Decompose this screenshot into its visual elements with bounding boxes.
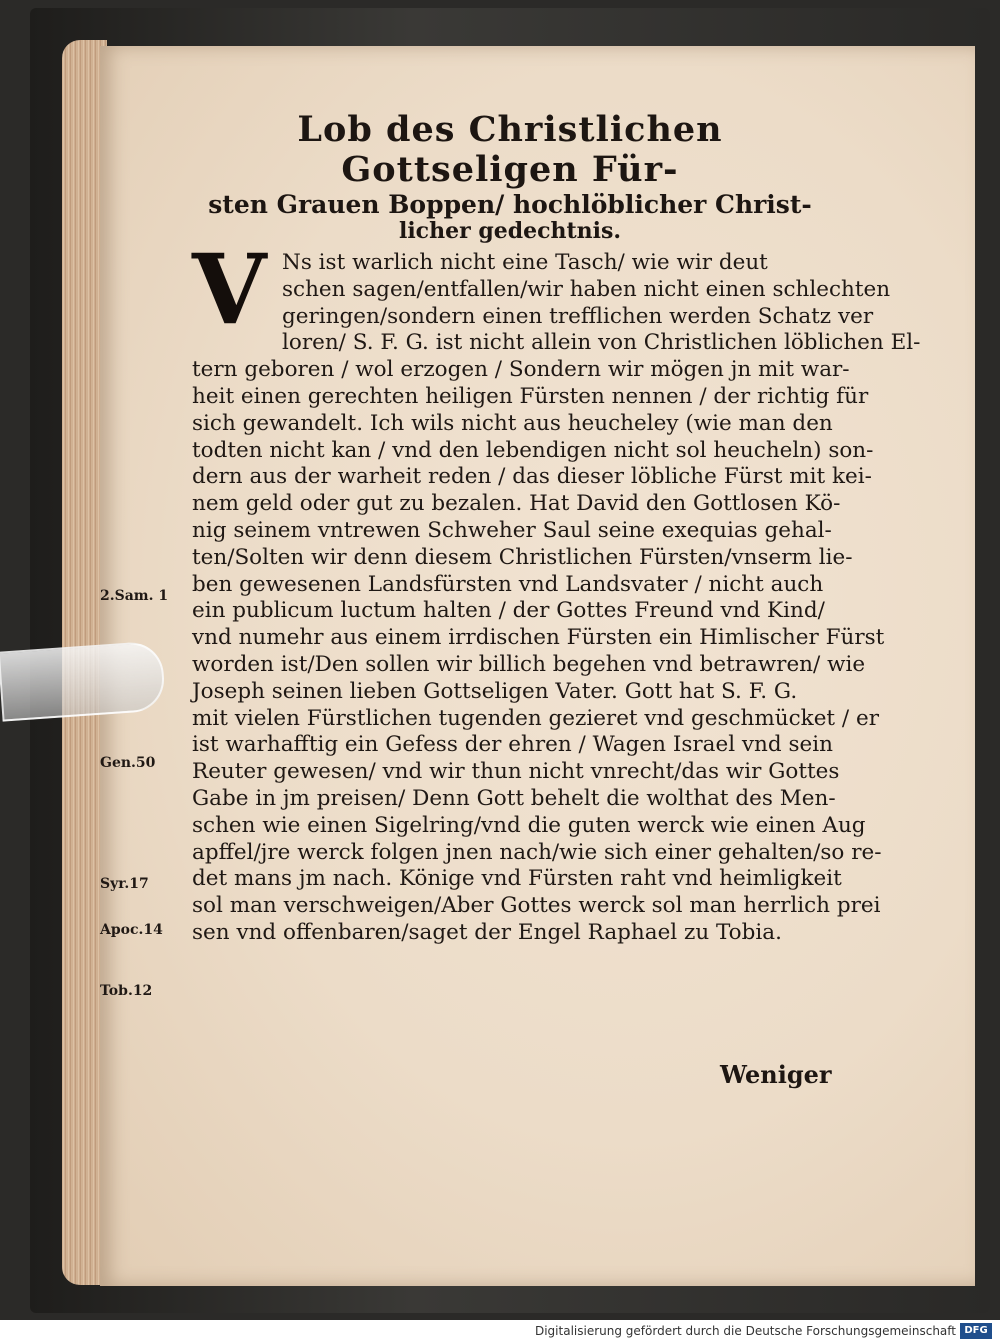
catchword: Weniger xyxy=(720,1060,832,1089)
body-line: sen vnd offenbaren/saget der Engel Raphael zu Tobia. xyxy=(192,919,782,945)
page-title xyxy=(190,110,830,245)
body-line: Gabe in jm preisen/ Denn Gott behelt die wolthat des Men- xyxy=(192,785,836,811)
body-line: Reuter gewesen/ vnd wir thun nicht vnrecht/das wir Gottes xyxy=(192,759,840,785)
body-line: ein publicum luctum halten / der Gottes Freund vnd Kind/ xyxy=(192,598,825,624)
body-line: ten/Solten wir denn diesem Christlichen Fürsten/vnserm lie- xyxy=(192,544,853,570)
body-line: ben gewesenen Landsfürsten vnd Landsvater / nicht auch xyxy=(192,571,824,597)
body-line: nig seinem vntrewen Schweher Saul seine exequias gehal- xyxy=(192,517,832,543)
body-line: Ns ist warlich nicht eine Tasch/ wie wir deut xyxy=(282,250,768,275)
body-line: ist warhafftig ein Gefess der ehren / Wagen Israel vnd sein xyxy=(192,732,833,758)
margin-note-samuel: 2.Sam. 1 xyxy=(100,588,169,604)
body-line: heit einen gerechten heiligen Fürsten nennen / der richtig für xyxy=(192,383,869,409)
body-line: tern geboren / wol erzogen / Sondern wir mögen jn mit war- xyxy=(192,357,850,383)
title-line-2: sten Grauen Boppen/ hochlöblicher Christ- xyxy=(208,189,812,219)
body-line: worden ist/Den sollen wir billich begehen vnd betrawren/ wie xyxy=(192,651,866,677)
margin-note-apocalypse: Apoc.14 xyxy=(100,922,163,938)
margin-note-genesis: Gen.50 xyxy=(100,755,156,771)
body-line: todten nicht kan / vnd den lebendigen nicht sol heucheln) son- xyxy=(192,437,874,463)
body-line: schen wie einen Sigelring/vnd die guten werck wie einen Aug xyxy=(192,812,866,838)
body-line: det mans jm nach. Könige vnd Fürsten raht vnd heimligkeit xyxy=(192,866,842,892)
body-line: mit vielen Fürstlichen tugenden gezieret vnd geschmücket / er xyxy=(192,705,879,731)
funding-credit: Digitalisierung gefördert durch die Deutsche Forschungsgemeinschaft xyxy=(534,1324,956,1338)
body-line: nem geld oder gut zu bezalen. Hat David den Gottlosen Kö- xyxy=(192,491,841,517)
margin-note-tobias: Tob.12 xyxy=(100,983,153,999)
body-line: apffel/jre werck folgen jnen nach/wie sich einer gehalten/so re- xyxy=(192,839,882,865)
bookmark-clip xyxy=(0,640,166,721)
title-line-1: Lob des Christlichen Gottseligen Für- xyxy=(297,109,723,191)
margin-note-syrach: Syr.17 xyxy=(100,876,149,892)
body-line: sol man verschweigen/Aber Gottes werck sol man herrlich prei xyxy=(192,893,881,919)
body-line: schen sagen/entfallen/wir haben nicht einen schlechten xyxy=(282,276,891,302)
dfg-logo: DFG xyxy=(960,1323,992,1339)
title-line-3: licher gedechtnis. xyxy=(398,218,622,245)
footer-bar xyxy=(0,1320,1000,1344)
body-line: geringen/sondern einen trefflichen werden Schatz ver xyxy=(282,303,874,329)
body-line: loren/ S. F. G. ist nicht allein von Christlichen löblichen El- xyxy=(282,330,921,356)
body-line: dern aus der warheit reden / das dieser löbliche Fürst mit kei- xyxy=(192,464,872,490)
body-text xyxy=(192,233,921,947)
drop-cap-initial: V xyxy=(192,233,267,346)
body-line: sich gewandelt. Ich wils nicht aus heucheley (wie man den xyxy=(192,410,833,436)
body-line: Joseph seinen lieben Gottseligen Vater. Gott hat S. F. G. xyxy=(192,678,798,704)
body-line: vnd numehr aus einem irrdischen Fürsten ein Himlischer Fürst xyxy=(192,625,885,651)
